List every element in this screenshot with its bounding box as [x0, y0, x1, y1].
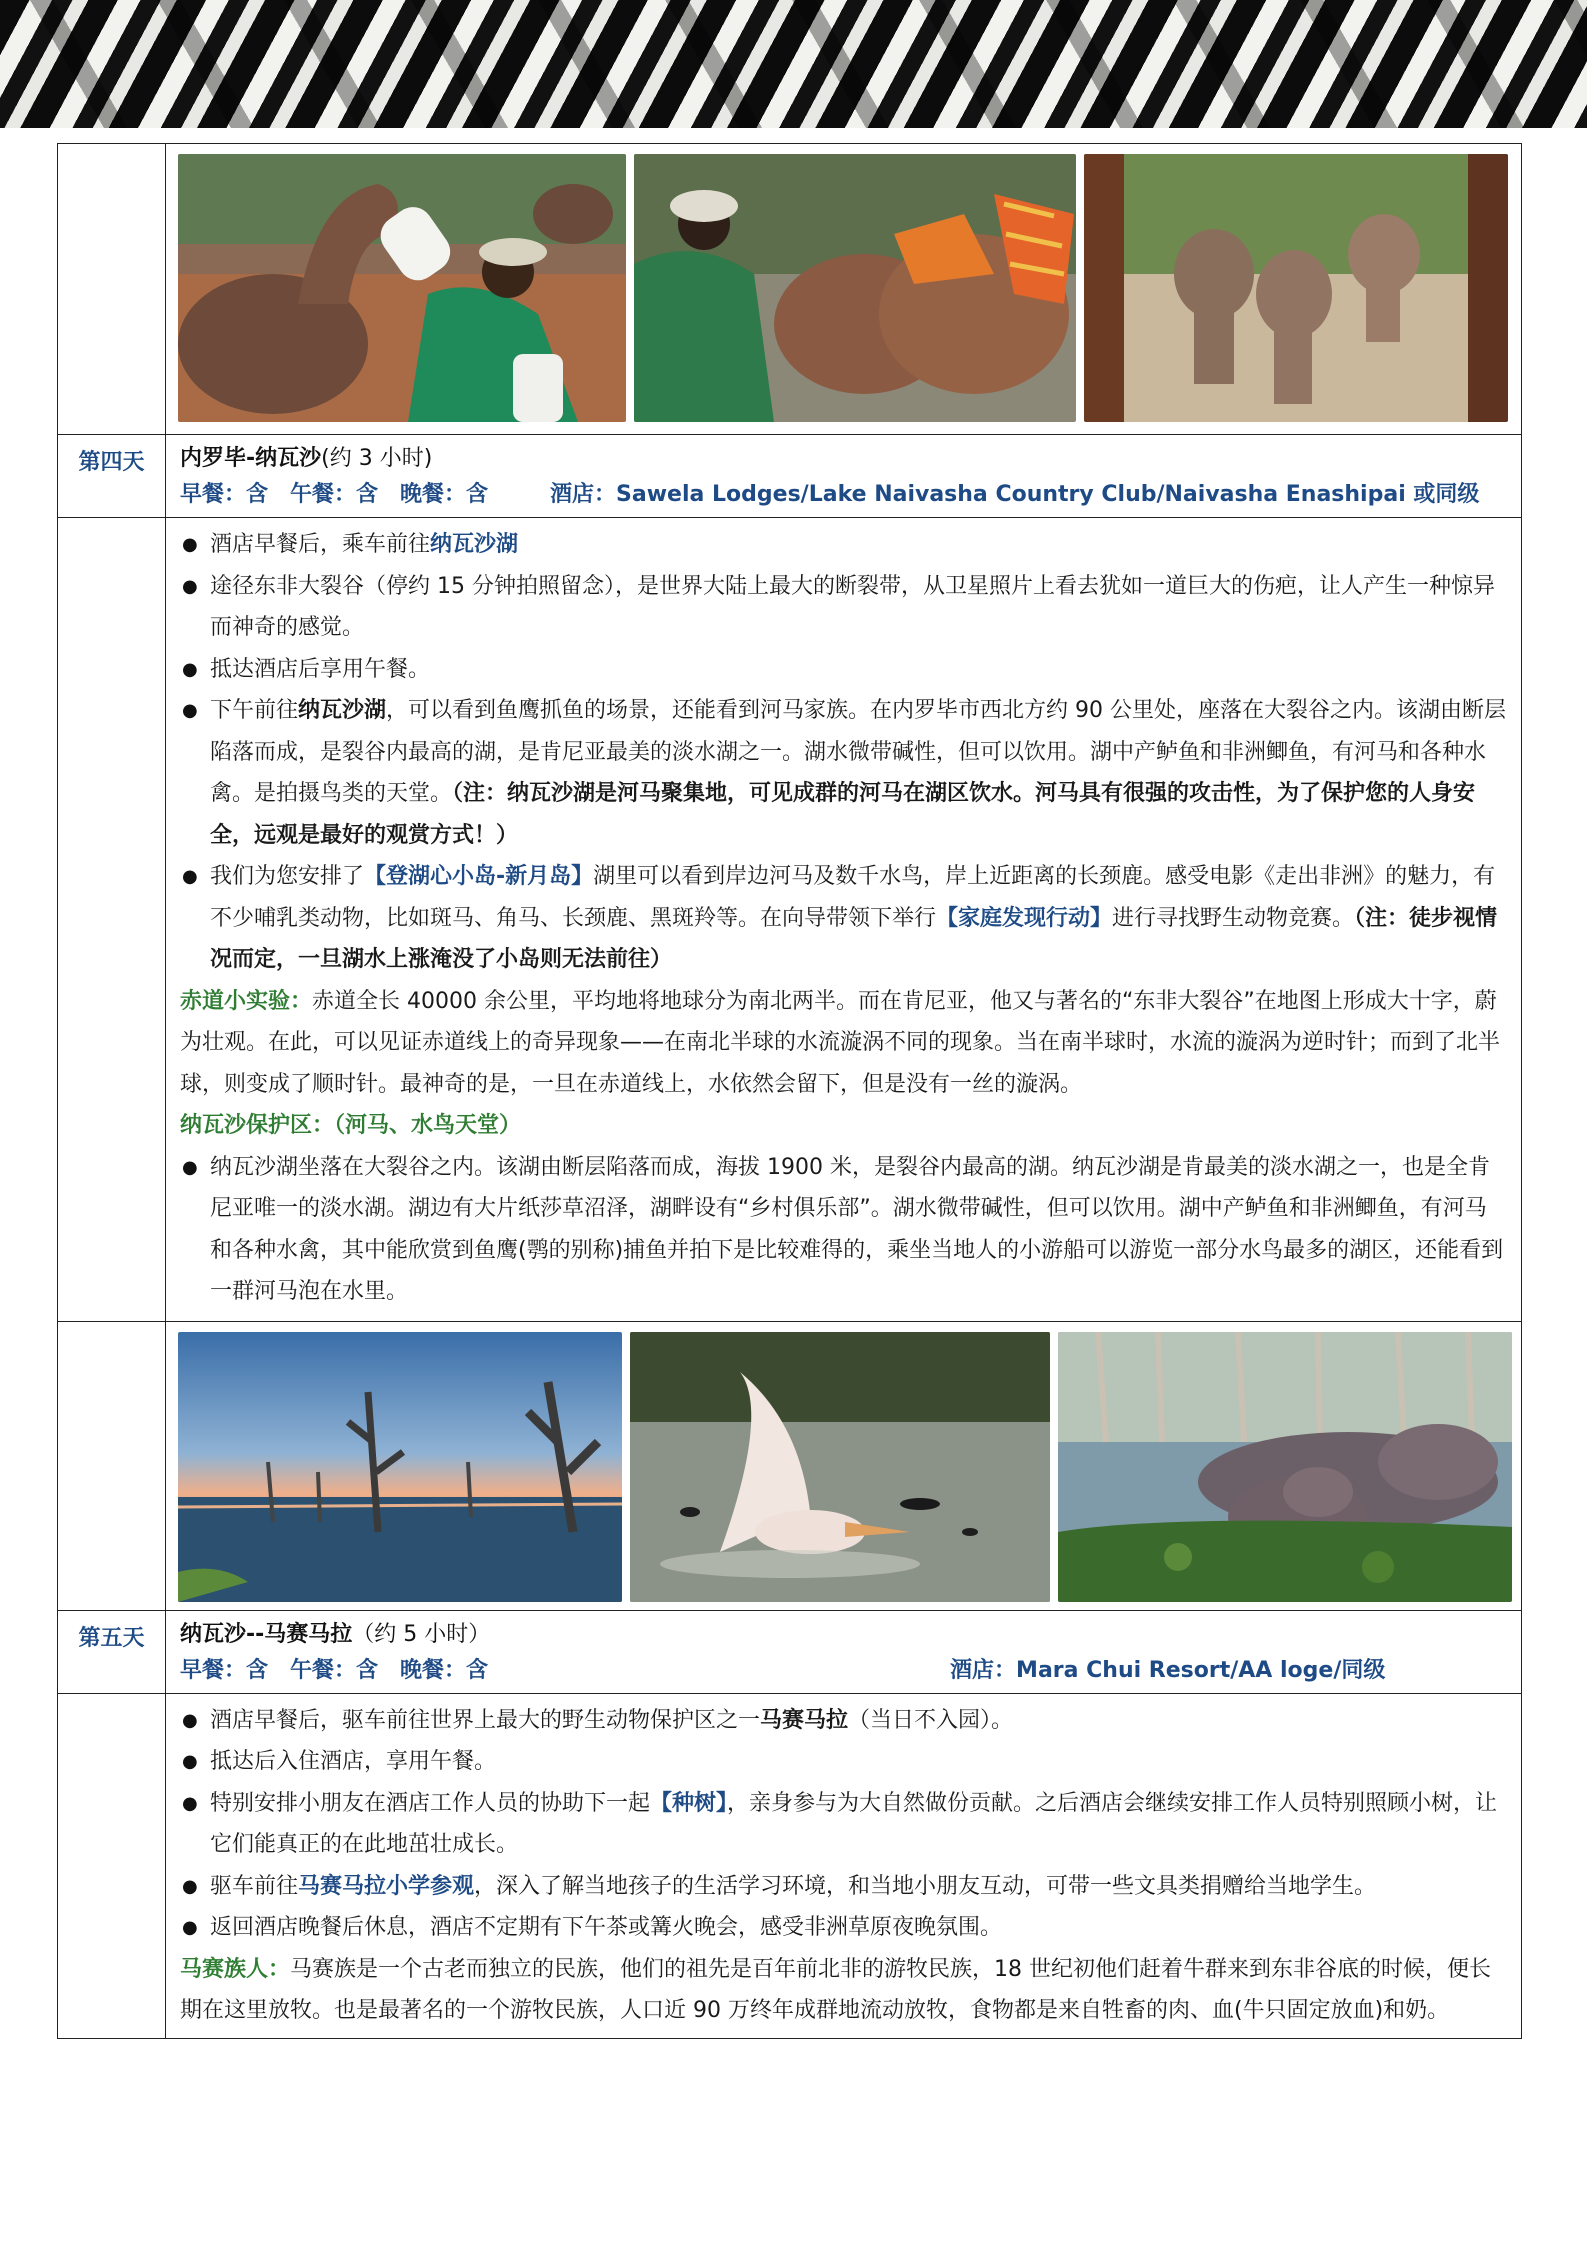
day4-header-row	[58, 434, 1521, 517]
photo-pelican-landing	[630, 1332, 1050, 1602]
photo-baby-elephants-walking	[1084, 154, 1508, 422]
day5-breakfast: 早餐：含	[180, 1657, 269, 1683]
day4-duration: (约 3 小时)	[321, 446, 433, 471]
empty-day-cell	[58, 1694, 166, 2038]
photo-row-lake	[58, 1321, 1521, 1610]
day5-bullet-5: ● 返回酒店晚餐后休息，酒店不定期有下午茶或篝火晚会，感受非洲草原夜晚氛围。	[180, 1907, 1507, 1949]
lake-naivasha-link-text: 纳瓦沙湖	[430, 532, 519, 557]
day5-bullet-4: ● 驱车前往马赛马拉小学参观，深入了解当地孩子的生活学习环境，和当地小朋友互动，可带一些文具类捐赠给当地学生。	[180, 1866, 1507, 1908]
day4-bullet-4: ● 下午前往纳瓦沙湖，可以看到鱼鹰抓鱼的场景，还能看到河马家族。在内罗毕市西北方约 90 公里处，座落在大裂谷之内。该湖由断层陷落而成，是裂谷内最高的湖，是肯尼亚最美的淡水湖之一。湖水微带碱性，但可以饮用。湖中产鲈鱼和非洲鲫鱼，有河马和各种水禽。是拍摄鸟类的天堂。（注：纳瓦沙湖是河马聚集地，可见成群的河马在湖区饮水。河马具有很强的攻击性，为了保护您的人身安全，远观是最好的观赏方式！）	[180, 690, 1507, 856]
day4-label-cell	[58, 435, 166, 517]
day4-route	[180, 441, 1509, 477]
day4-bullet-5: ● 我们为您安排了【登湖心小岛-新月岛】湖里可以看到岸边河马及数千水鸟，岸上近距离的长颈鹿。感受电影《走出非洲》的魅力，有不少哺乳类动物，比如斑马、角马、长颈鹿、黑斑羚等。在向导带领下举行【家庭发现行动】进行寻找野生动物竞赛。（注：徒步视情况而定，一旦湖水上涨淹没了小岛则无法前往）	[180, 856, 1507, 981]
day4-bullet-1: ● 酒店早餐后，乘车前往纳瓦沙湖	[180, 524, 1507, 566]
day4-lunch: 午餐：含	[290, 482, 379, 507]
day5-label-cell	[58, 1611, 166, 1693]
day5-title: 纳瓦沙--马赛马拉	[180, 1621, 353, 1647]
empty-day-cell	[58, 518, 166, 1321]
day4-breakfast: 早餐：含	[180, 482, 269, 507]
day5-bullet-2: ● 抵达后入住酒店，享用午餐。	[180, 1741, 1507, 1783]
day5-hotel: 酒店：Mara Chui Resort/AA loge/同级	[950, 1657, 1386, 1683]
day4-bullet-3: ● 抵达酒店后享用午餐。	[180, 649, 1507, 691]
day5-label: 第五天	[78, 1625, 145, 1651]
day4-label: 第四天	[78, 450, 145, 475]
day4-dinner: 晚餐：含	[400, 482, 489, 507]
day4-body-row	[58, 517, 1521, 1321]
naivasha-reserve-text: ● 纳瓦沙湖坐落在大裂谷之内。该湖由断层陷落而成，海拔 1900 米，是裂谷内最高的湖。纳瓦沙湖是肯最美的淡水湖之一，也是全肯尼亚唯一的淡水湖。湖边有大片纸莎草沼泽，湖畔设有“乡村俱乐部”。湖水微带碱性，但可以饮用。湖中产鲈鱼和非洲鲫鱼，有河马和各种水禽，其中能欣赏到鱼鹰(鹗的别称)捕鱼并拍下是比较难得的，乘坐当地人的小游船可以游览一部分水鸟最多的湖区，还能看到一群河马泡在水里。	[180, 1147, 1507, 1313]
day5-header-row	[58, 1610, 1521, 1693]
day5-bullet-1: ● 酒店早餐后，驱车前往世界上最大的野生动物保护区之一马赛马拉（当日不入园）。	[180, 1700, 1507, 1742]
day4-bullet-2: ● 途径东非大裂谷（停约 15 分钟拍照留念），是世界大陆上最大的断裂带，从卫星照片上看去犹如一道巨大的伤疤，让人产生一种惊异而神奇的感觉。	[180, 566, 1507, 649]
photo-keeper-with-baby-elephants	[634, 154, 1076, 422]
maasai-people: 马赛族人：马赛族是一个古老而独立的民族，他们的祖先是百年前北非的游牧民族，18 世纪初他们赶着牛群来到东非谷底的时候，便长期在这里放牧。也是最著名的一个游牧民族，人口近 90 万终年成群地流动放牧，食物都是来自牲畜的肉、血(牛只固定放血)和奶。	[180, 1956, 1492, 2023]
photo-keeper-feeding-elephant	[178, 154, 626, 422]
day5-bullet-3: ● 特别安排小朋友在酒店工作人员的协助下一起【种树】，亲身参与为大自然做份贡献。之后酒店会继续安排工作人员特别照顾小树，让它们能真正的在此地茁壮成长。	[180, 1783, 1507, 1866]
day5-dinner: 晚餐：含	[400, 1657, 489, 1683]
empty-day-cell	[58, 144, 166, 434]
photo-row-elephants	[58, 144, 1521, 434]
equator-experiment: 赤道小实验：赤道全长 40000 余公里，平均地将地球分为南北两半。而在肯尼亚，他又与著名的“东非大裂谷”在地图上形成大十字，蔚为壮观。在此，可以见证赤道线上的奇异现象——在南北半球的水流漩涡不同的现象。当在南半球时，水流的漩涡为逆时针；而到了北半球，则变成了顺时针。最神奇的是，一旦在赤道线上，水依然会留下，但是没有一丝的漩涡。	[180, 988, 1501, 1097]
day4-meals	[180, 477, 1509, 513]
itinerary-table	[57, 143, 1522, 2039]
day4-hippo-note: （注：纳瓦沙湖是河马聚集地，可见成群的河马在湖区饮水。河马具有很强的攻击性，为了保护您的人身安全，远观是最好的观赏方式！）	[210, 781, 1476, 848]
day4-island-note: （注：徒步视情况而定，一旦湖水上涨淹没了小岛则无法前往）	[210, 905, 1498, 972]
empty-day-cell	[58, 1322, 166, 1610]
day5-lunch: 午餐：含	[290, 1657, 379, 1683]
naivasha-reserve-heading: 纳瓦沙保护区：（河马、水鸟天堂）	[180, 1113, 522, 1138]
photo-lake-sunset-trees	[178, 1332, 622, 1602]
day5-duration: （约 5 小时）	[352, 1621, 491, 1647]
day4-title: 内罗毕-纳瓦沙	[180, 446, 322, 471]
zebra-stripe-banner	[0, 0, 1587, 128]
photo-hippos-in-water	[1058, 1332, 1512, 1602]
day5-meals	[180, 1653, 1509, 1689]
day5-route	[180, 1617, 1509, 1653]
day4-hotel: 酒店：Sawela Lodges/Lake Naivasha Country Club/Naivasha Enashipai 或同级	[550, 482, 1480, 507]
day5-body-row	[58, 1693, 1521, 2038]
